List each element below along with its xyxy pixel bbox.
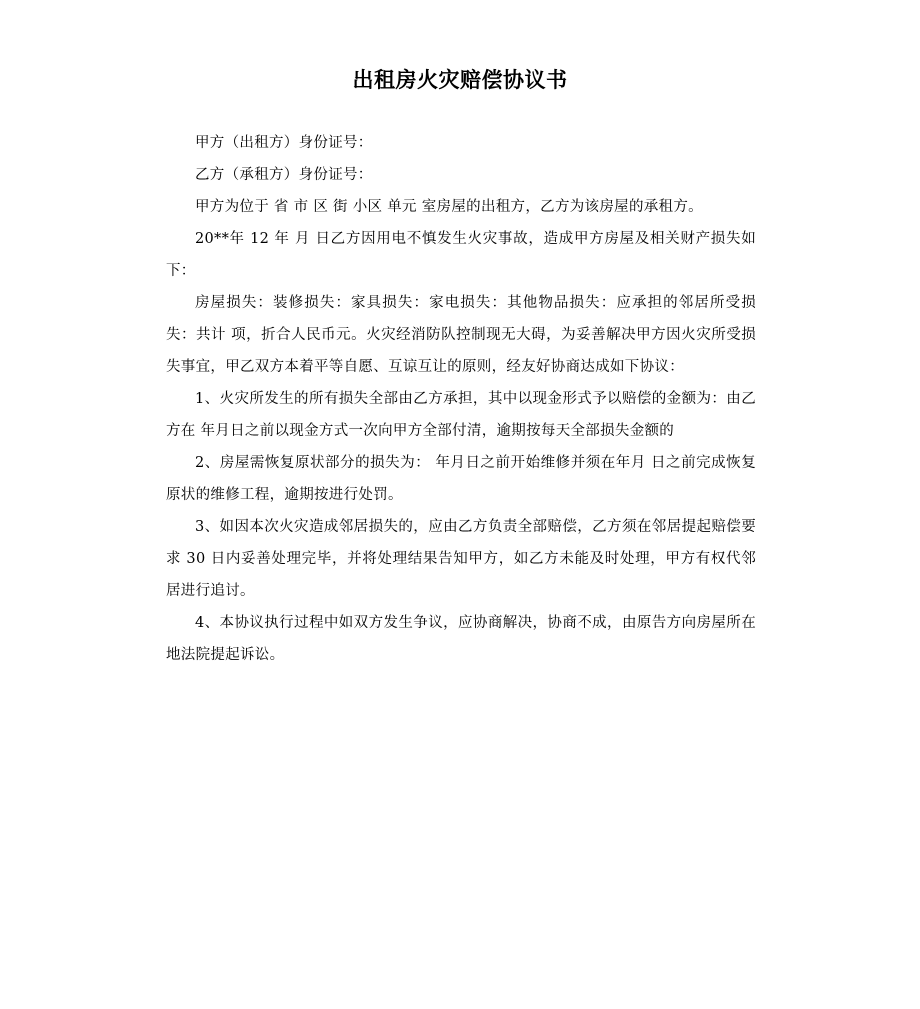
paragraph-clause-2: 2、房屋需恢复原状部分的损失为： 年月日之前开始维修并须在年月 日之前完成恢复原状的维修工程，逾期按进行处罚。 xyxy=(166,455,756,503)
paragraph-incident-date: 20**年 12 年 月 日乙方因用电不慎发生火灾事故，造成甲方房屋及相关财产损失如下： xyxy=(166,231,756,279)
paragraph-clause-4: 4、本协议执行过程中如双方发生争议，应协商解决，协商不成，由原告方向房屋所在地法院提起诉讼。 xyxy=(166,615,756,663)
paragraph-clause-1: 1、火灾所发生的所有损失全部由乙方承担，其中以现金形式予以赔偿的金额为：由乙方在 年月日之前以现金方式一次向甲方全部付清，逾期按每天全部损失金额的 xyxy=(166,391,756,439)
document-title: 出租房火灾赔偿协议书 xyxy=(352,68,568,92)
paragraph-party-a-id: 甲方（出租方）身份证号： xyxy=(195,135,373,151)
paragraph-property-location: 甲方为位于 省 市 区 街 小区 单元 室房屋的出租方，乙方为该房屋的承租方。 xyxy=(195,199,703,215)
document-body xyxy=(166,127,756,671)
paragraph-party-b-id: 乙方（承租方）身份证号： xyxy=(195,167,373,183)
paragraph-clause-3: 3、如因本次火灾造成邻居损失的，应由乙方负责全部赔偿，乙方须在邻居提起赔偿要求 30 日内妥善处理完毕，并将处理结果告知甲方，如乙方未能及时处理，甲方有权代邻居进行追讨。 xyxy=(166,519,756,599)
paragraph-loss-details: 房屋损失：装修损失：家具损失：家电损失：其他物品损失：应承担的邻居所受损失：共计 项，折合人民币元。火灾经消防队控制现无大碍，为妥善解决甲方因火灾所受损失事宜，甲乙双方本着平等自愿、互谅互让的原则，经友好协商达成如下协议： xyxy=(166,295,756,375)
